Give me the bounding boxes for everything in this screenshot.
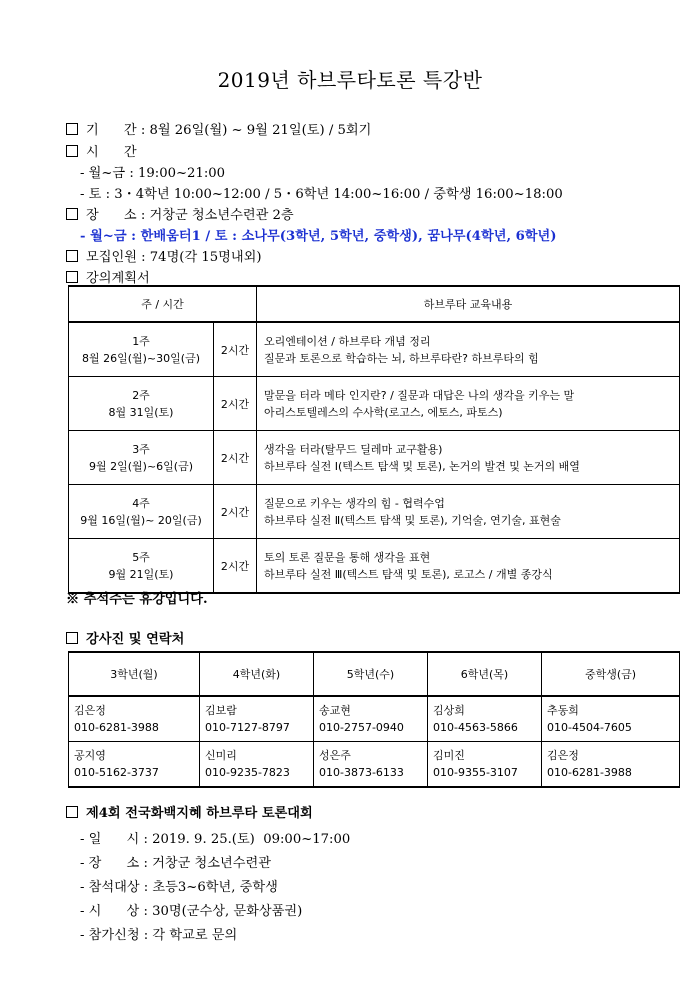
schedule-hours-cell: 2시간: [214, 377, 257, 431]
schedule-content-cell: [257, 377, 680, 431]
contact-name: 김은정: [547, 749, 579, 762]
week-label: 2주: [132, 388, 150, 402]
contact-phone: 010-6281-3988: [547, 766, 632, 779]
contact-phone: 010-3873-6133: [319, 766, 404, 779]
week-date: 9월 21일(토): [108, 567, 174, 581]
saturday-time-line: - 토 : 3・4학년 10:00~12:00 / 5・6학년 14:00~16:00 / 중학생 16:00~18:00: [80, 187, 563, 202]
recruit-line: [66, 246, 262, 265]
contact-name: 김보람: [205, 704, 237, 717]
contact-name: 송교현: [319, 704, 351, 717]
checkbox-icon: [66, 145, 78, 157]
week-date: 9월 16일(월)~ 20일(금): [80, 513, 202, 527]
period-line: 기 간 : 8월 26일(월) ~ 9월 21일(토) / 5회기: [66, 119, 371, 138]
contacts-section-title-line: [66, 628, 184, 647]
content-line: 하브루타 실전 Ⅱ(텍스트 탐색 및 토론), 기억술, 연기술, 표현술: [264, 513, 561, 527]
week-label: 3주: [132, 442, 150, 456]
contact-name: 추동희: [547, 704, 579, 717]
contact-phone: 010-4563-5866: [433, 721, 518, 734]
page-title: 2019년 하브루타토론 특강반: [217, 68, 483, 92]
week-date: 8월 26일(월)~30일(금): [81, 351, 200, 365]
place-line: 장 소 : 거창군 청소년수련관 2층: [66, 204, 294, 223]
contact-phone: 010-6281-3988: [74, 721, 159, 734]
content-line: 질문으로 키우는 생각의 힘 - 협력수업: [264, 496, 445, 510]
contact-phone: 010-4504-7605: [547, 721, 632, 734]
contest-title-line: [66, 802, 313, 821]
contact-phone: 010-9235-7823: [205, 766, 290, 779]
checkbox-icon: [66, 250, 78, 262]
content-line: 하브루타 실전 Ⅲ(텍스트 탐색 및 토론), 로고스 / 개별 종강식: [264, 567, 553, 581]
schedule-content-cell: [257, 322, 680, 377]
contact-phone: 010-9355-3107: [433, 766, 518, 779]
contact-cell: [542, 696, 680, 742]
weekday-time-line: - 월~금 : 19:00~21:00: [80, 166, 226, 181]
contacts-header-cell: 중학생(금): [542, 652, 680, 696]
contact-name: 김상희: [433, 704, 465, 717]
schedule-week-cell: [69, 377, 214, 431]
week-date: 9월 2일(월)~6일(금): [88, 459, 193, 473]
room-line: - 월~금 : 한배움터1 / 토 : 소나무(3학년, 5학년, 중학생), 꿈나무(4학년, 6학년): [80, 229, 557, 244]
checkbox-icon: [66, 806, 78, 818]
contact-phone: 010-5162-3737: [74, 766, 159, 779]
schedule-content-cell: [257, 485, 680, 539]
contact-cell: [200, 696, 314, 742]
contest-target-line: - 참석대상 : 초등3~6학년, 중학생: [80, 880, 278, 895]
schedule-row: [69, 539, 680, 594]
checkbox-icon: [66, 271, 78, 283]
period-value: 8월 26일(월) ~ 9월 21일(토) / 5회기: [149, 123, 372, 138]
contest-apply-line: - 참가신청 : 각 학교로 문의: [80, 928, 238, 943]
contacts-header-cell: 6학년(목): [428, 652, 542, 696]
week-label: 5주: [132, 550, 150, 564]
contact-phone: 010-2757-0940: [319, 721, 404, 734]
contest-place-line: - 장 소 : 거창군 청소년수련관: [80, 856, 271, 871]
schedule-row: [69, 431, 680, 485]
contact-name: 성은주: [319, 749, 351, 762]
contacts-section-title: 강사진 및 연락처: [86, 632, 185, 647]
week-label: 4주: [132, 496, 150, 510]
content-line: 생각을 터라(탈무드 딜레마 교구활용): [264, 442, 443, 456]
contacts-header-cell: 4학년(화): [200, 652, 314, 696]
contact-cell: [428, 696, 542, 742]
contacts-header-row: [69, 652, 680, 696]
content-line: 말문을 터라 메타 인지란? / 질문과 대답은 나의 생각을 키우는 말: [264, 388, 575, 402]
contact-name: 김은정: [74, 704, 106, 717]
contacts-header-cell: 3학년(월): [69, 652, 200, 696]
schedule-content-cell: [257, 539, 680, 594]
contest-award-line: - 시 상 : 30명(군수상, 문화상품권): [80, 904, 303, 919]
content-line: 질문과 토론으로 학습하는 뇌, 하브루타란? 하브루타의 힘: [264, 351, 539, 365]
recruit-text: 모집인원 : 74명(각 15명내외): [86, 250, 262, 265]
schedule-header-content: 하브루타 교육내용: [257, 286, 680, 322]
contacts-header-cell: 5학년(수): [314, 652, 428, 696]
place-value: 거창군 청소년수련관 2층: [149, 208, 294, 223]
contact-name: 김미진: [433, 749, 465, 762]
week-label: 1주: [132, 334, 150, 348]
contact-cell: [69, 696, 200, 742]
contact-cell: [428, 742, 542, 788]
schedule-table: [68, 285, 680, 594]
holiday-note: ※ 추석주는 휴강입니다.: [66, 592, 208, 607]
contact-name: 신미리: [205, 749, 237, 762]
contact-name: 공지영: [74, 749, 106, 762]
contacts-row: [69, 696, 680, 742]
content-line: 오리엔테이션 / 하브루타 개념 정리: [264, 334, 431, 348]
plan-line: [66, 267, 150, 286]
plan-label: 강의계획서: [86, 271, 150, 286]
schedule-hours-cell: 2시간: [214, 539, 257, 594]
contact-cell: [200, 742, 314, 788]
time-line: [66, 141, 137, 160]
contacts-row: [69, 742, 680, 788]
time-label: 시 간: [86, 145, 137, 160]
place-label: 장 소: [86, 208, 137, 223]
period-label: 기 간: [86, 123, 137, 138]
checkbox-icon: [66, 632, 78, 644]
schedule-header-row: [69, 286, 680, 322]
content-line: 아리스토텔레스의 수사학(로고스, 에토스, 파토스): [264, 405, 503, 419]
contacts-table: [68, 651, 680, 788]
schedule-hours-cell: 2시간: [214, 322, 257, 377]
contact-cell: [314, 742, 428, 788]
content-line: 하브루타 실전 Ⅰ(텍스트 탐색 및 토론), 논거의 발견 및 논거의 배열: [264, 459, 580, 473]
week-date: 8월 31일(토): [108, 405, 174, 419]
schedule-week-cell: [69, 431, 214, 485]
schedule-header-week: 주 / 시간: [69, 286, 257, 322]
schedule-row: [69, 322, 680, 377]
checkbox-icon: [66, 123, 78, 135]
schedule-row: [69, 485, 680, 539]
contact-cell: [314, 696, 428, 742]
content-line: 토의 토론 질문을 통해 생각을 표현: [264, 550, 431, 564]
contact-phone: 010-7127-8797: [205, 721, 290, 734]
checkbox-icon: [66, 208, 78, 220]
contest-title: 제4회 전국화백지혜 하브루타 토론대회: [86, 806, 313, 821]
contact-cell: [69, 742, 200, 788]
schedule-row: [69, 377, 680, 431]
schedule-week-cell: [69, 322, 214, 377]
schedule-hours-cell: 2시간: [214, 431, 257, 485]
contact-cell: [542, 742, 680, 788]
schedule-hours-cell: 2시간: [214, 485, 257, 539]
contest-date-line: - 일 시 : 2019. 9. 25.(토) 09:00~17:00: [80, 832, 351, 847]
schedule-week-cell: [69, 539, 214, 594]
schedule-content-cell: [257, 431, 680, 485]
schedule-week-cell: [69, 485, 214, 539]
